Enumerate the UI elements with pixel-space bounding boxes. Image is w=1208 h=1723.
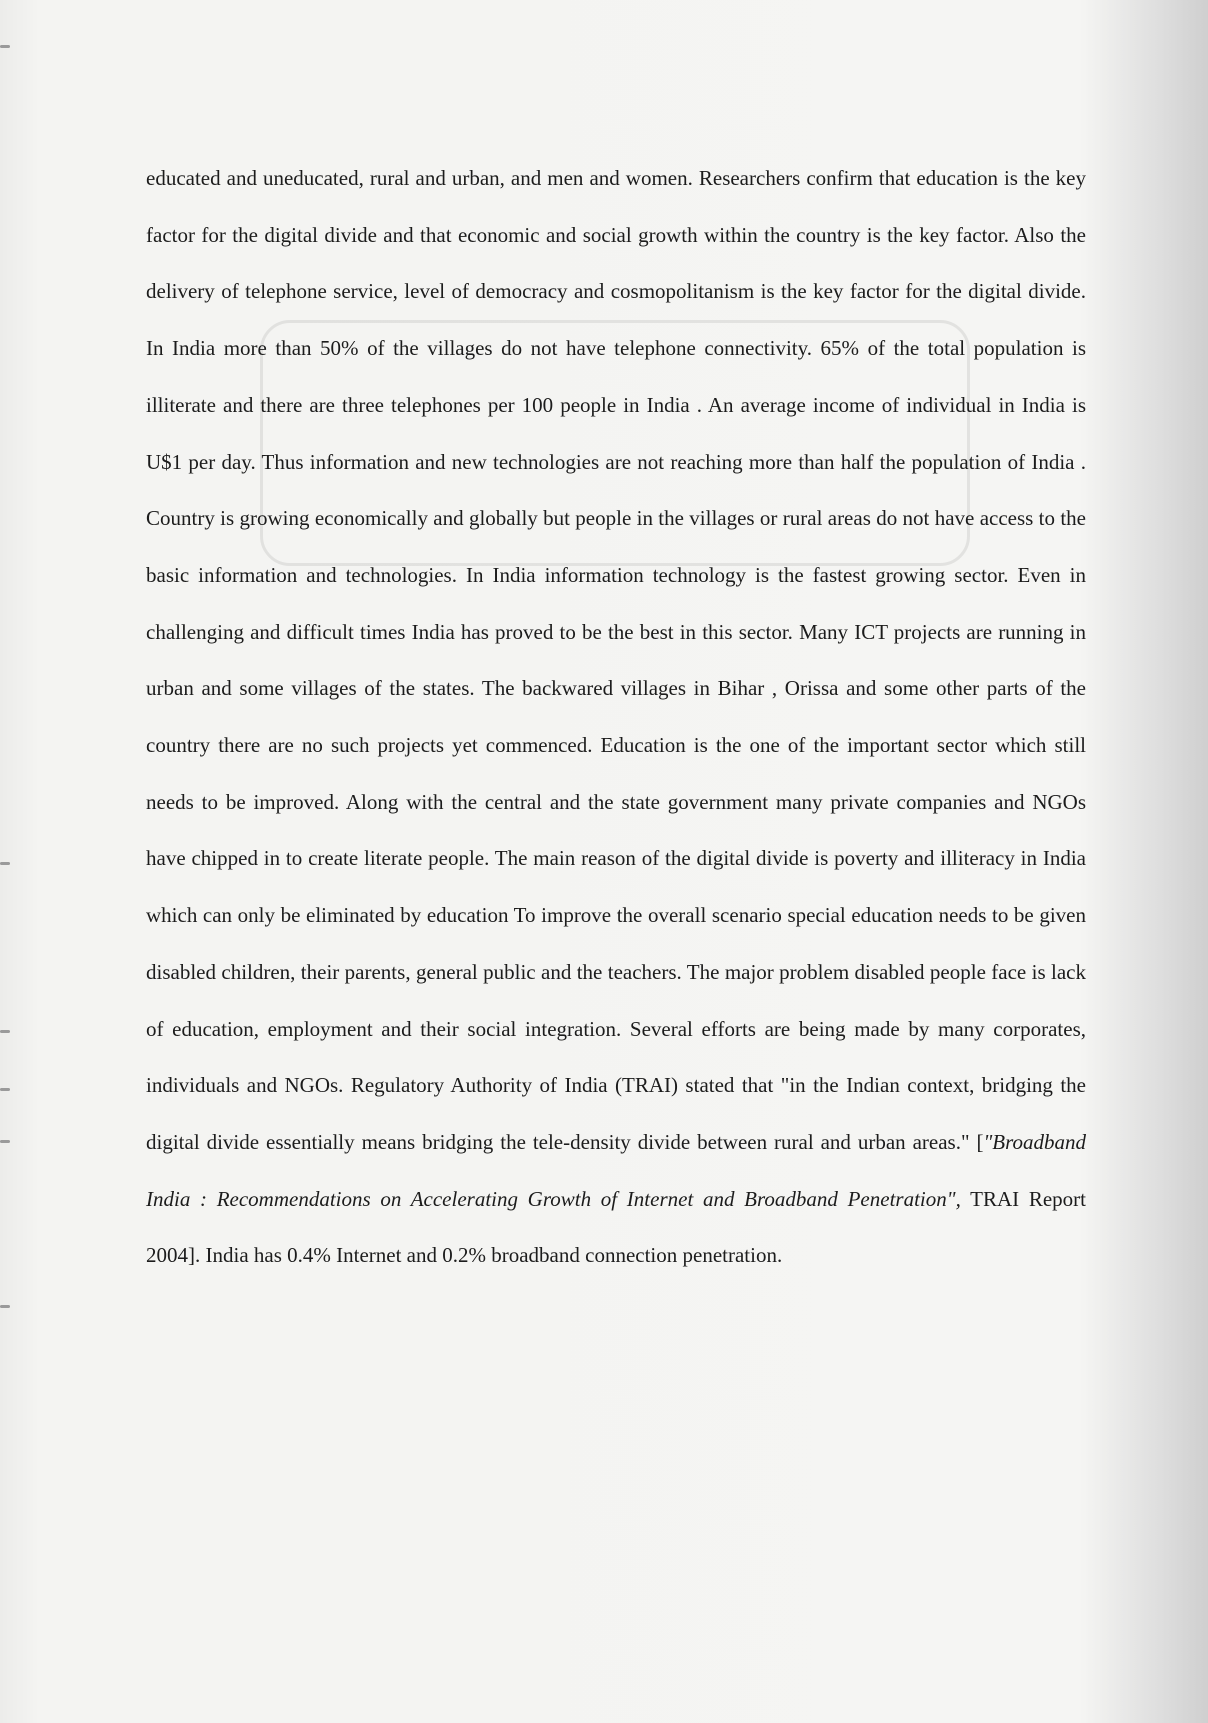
edge-mark — [0, 1305, 10, 1308]
body-text-start: educated and uneducated, rural and urban, and men and women. Researchers confirm that education is the key factor for the digital divide and that economic and social growth within the country is the key factor. Also the delivery of telephone service, level of democracy and cosmopolitanism is the key factor for the digital divide. In India more than 50% of the villages do not have telephone connectivity. 65% of the total population is illiterate and there are three telephones per 100 people in India . An average income of individual in India is U$1 per day. Thus information and new technologies are not reaching more than half the population of India . Country is growing economically and globally but people in the villages or rural areas do not have access to the basic information and technologies. In India information technology is the fastest growing sector. Even in challenging and difficult times India has proved to be the best in this sector. Many ICT projects are running in urban and some villages of the states. The backwared villages in Bihar , Orissa and some other parts of the country there are no such projects yet commenced. Education is the one of the important sector which still needs to be improved. Along with the central and the state government many private companies and NGOs have chipped in to create literate people. The main reason of the digital divide is poverty and illiteracy in India which can only be eliminated by education To improve the overall scenario special education needs to be given disabled children, their parents, general public and the teachers. The major problem disabled people face is lack of education, employment and their social integration. Several efforts are being made by many corporates, individuals and NGOs. Regulatory Authority of India (TRAI) stated that "in the Indian context, bridging the digital divide essentially means bridging the tele-density divide between rural and urban areas." [ — [146, 166, 1086, 1154]
body-text — [146, 150, 1086, 1284]
edge-mark — [0, 1140, 10, 1143]
edge-mark — [0, 45, 10, 48]
edge-mark — [0, 1088, 10, 1091]
body-paragraph — [146, 150, 1086, 1284]
edge-mark — [0, 1030, 10, 1033]
citation-title: "Broadband India : Recommendations on Accelerating Growth of Internet and Broadband Penetration", — [146, 1129, 1086, 1211]
body-text-end: TRAI Report 2004]. India has 0.4% Internet and 0.2% broadband connection penetration. — [146, 1186, 1086, 1268]
edge-mark — [0, 862, 10, 865]
